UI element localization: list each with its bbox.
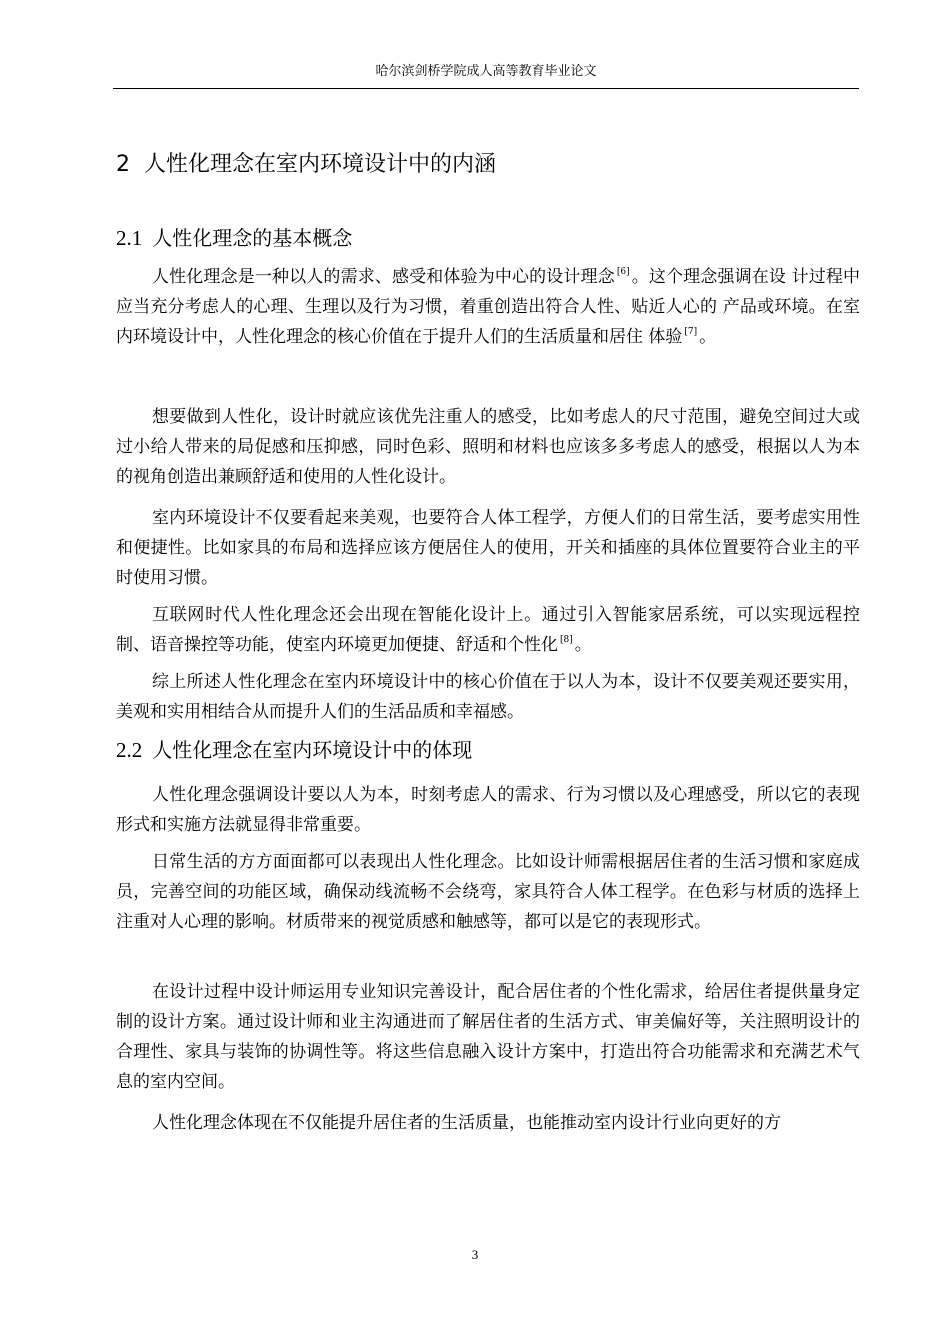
paragraph: 综上所述人性化理念在室内环境设计中的核心价值在于以人为本，设计不仅要美观还要实用，美观和实用相结合从而提升人们的生活品质和幸福感。 [116,672,860,722]
citation: [6] [616,267,630,277]
paragraph: 人性化理念是一种以人的需求、感受和体验为中心的设计理念 [6] 。这个理念强调在设 计过程中应当充分考虑人的心理、生理以及行为习惯，着重创造出符合人性、贴近人心的 产品或环境。在室内环境设计中，人性化理念的核心价值在于提升人们的生活质量和居住 体验 [7] 。 [116,267,861,347]
paragraph: 人性化理念体现在不仅能提升居住者的生活质量，也能推动室内设计行业向更好的方 [152,1113,781,1133]
paragraph: 人性化理念强调设计要以人为本，时刻考虑人的需求、行为习惯以及心理感受，所以它的表现形式和实施方法就显得非常重要。 [116,785,860,835]
section-number: 2.1 [116,226,143,250]
section-heading-2-2 [116,734,472,766]
paragraph: 室内环境设计不仅要看起来美观，也要符合人体工程学，方便人们的日常生活，要考虑实用性和便捷性。比如家具的布局和选择应该方便居住人的使用，开关和插座的具体位置要符合业主的平时使用习惯。 [116,508,860,588]
citation: [8] [560,635,573,645]
paragraph: 互联网时代人性化理念还会出现在智能化设计上。通过引入智能家居系统，可以实现远程控制、语音操控等功能，使室内环境更加便捷、舒适和个性化 [8] 。 [116,605,860,655]
section-number: 2.2 [116,738,143,762]
chapter-title: 人性化理念在室内环境设计中的内涵 [144,152,497,177]
page-header: 哈尔滨剑桥学院成人高等教育毕业论文 [375,64,597,79]
paragraph: 想要做到人性化，设计时就应该优先注重人的感受，比如考虑人的尺寸范围，避免空间过大或过小给人带来的局促感和压抑感，同时色彩、照明和材料也应该多多考虑人的感受，根据以人为本的视角创造出兼顾舒适和使用的人性化设计。 [116,407,860,487]
paragraph: 日常生活的方方面面都可以表现出人性化理念。比如设计师需根据居住者的生活习惯和家庭成员，完善空间的功能区域，确保动线流畅不会绕弯，家具符合人体工程学。在色彩与材质的选择上注重对人心理的影响。材质带来的视觉质感和触感等，都可以是它的表现形式。 [116,852,860,932]
page-number: 3 [471,1247,479,1262]
header-divider [113,88,859,89]
section-title: 人性化理念在室内环境设计中的体现 [152,738,473,762]
section-title: 人性化理念的基本概念 [152,226,353,250]
chapter-heading [116,148,496,182]
citation: [7] [684,327,698,337]
paragraph: 在设计过程中设计师运用专业知识完善设计，配合居住者的个性化需求，给居住者提供量身定制的设计方案。通过设计师和业主沟通进而了解居住者的生活方式、审美偏好等，关注照明设计的合理性、家具与装饰的协调性等。将这些信息融入设计方案中，打造出符合功能需求和充满艺术气息的室内空间。 [116,982,860,1092]
chapter-number: 2 [116,152,130,177]
section-heading-2-1 [116,222,352,254]
